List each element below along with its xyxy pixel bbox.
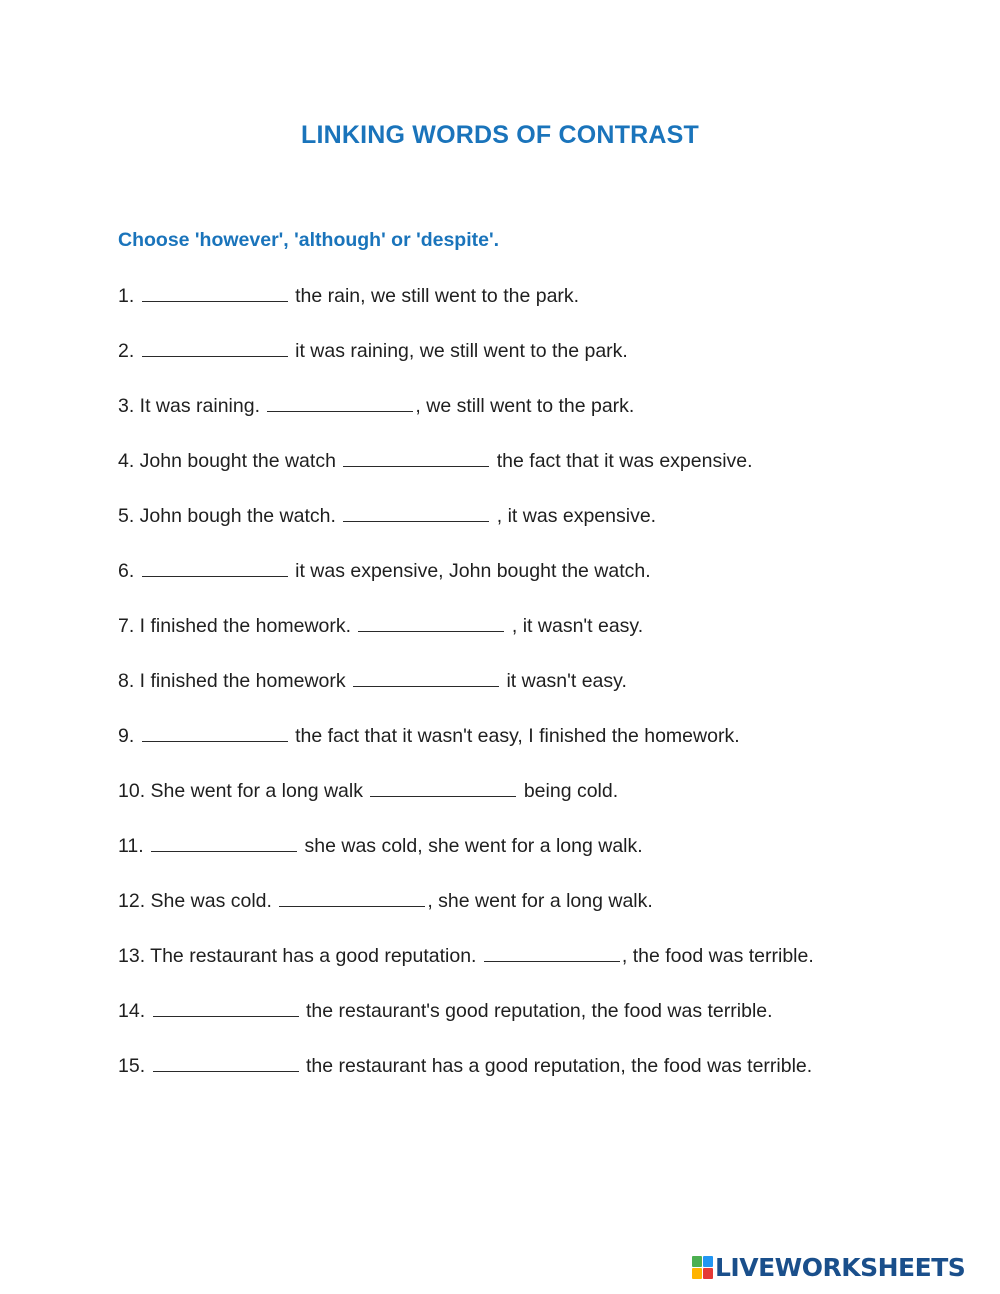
question-2	[118, 338, 938, 393]
answer-blank[interactable]	[267, 393, 413, 412]
worksheet-title: LINKING WORDS OF CONTRAST	[300, 121, 700, 149]
answer-blank[interactable]	[484, 943, 620, 962]
question-5	[118, 503, 938, 558]
question-number: 5.	[118, 505, 135, 527]
liveworksheets-logo-icon	[692, 1256, 712, 1278]
question-11	[118, 833, 938, 888]
answer-blank[interactable]	[343, 448, 489, 467]
answer-blank[interactable]	[153, 1053, 299, 1072]
question-text-after: it wasn't easy.	[501, 670, 627, 692]
question-text-after: she was cold, she went for a long walk.	[299, 835, 643, 857]
question-text-before: John bough the watch.	[134, 505, 342, 527]
question-text-after: , it was expensive.	[491, 505, 657, 527]
answer-blank[interactable]	[358, 613, 504, 632]
answer-blank[interactable]	[142, 283, 288, 302]
question-text-after: the restaurant's good reputation, the food was terrible.	[300, 1000, 773, 1022]
question-8	[118, 668, 938, 723]
question-15	[118, 1053, 938, 1108]
answer-blank[interactable]	[142, 338, 288, 357]
liveworksheets-logo	[692, 1252, 965, 1282]
question-13	[118, 943, 938, 998]
question-number: 1.	[118, 285, 135, 307]
question-text-after: , she went for a long walk.	[427, 890, 653, 912]
question-number: 12.	[118, 890, 146, 912]
question-text-before: The restaurant has a good reputation.	[145, 945, 482, 967]
question-number: 4.	[118, 450, 135, 472]
question-text-before: I finished the homework.	[134, 615, 357, 637]
question-number: 3.	[118, 395, 135, 417]
question-text-after: , we still went to the park.	[415, 395, 635, 417]
question-list	[118, 283, 938, 1108]
brand-name: LIVEWORKSHEETS	[715, 1252, 966, 1282]
question-3	[118, 393, 938, 448]
question-number: 11.	[118, 835, 144, 857]
answer-blank[interactable]	[279, 888, 425, 907]
question-number: 10.	[118, 780, 146, 802]
question-text-after: it was raining, we still went to the park.	[289, 340, 628, 362]
question-6	[118, 558, 938, 613]
answer-blank[interactable]	[142, 723, 288, 742]
question-text-before: She was cold.	[145, 890, 278, 912]
question-12	[118, 888, 938, 943]
question-4	[118, 448, 938, 503]
question-number: 13.	[118, 945, 146, 967]
question-9	[118, 723, 938, 778]
question-text-after: , it wasn't easy.	[506, 615, 644, 637]
question-number: 15.	[118, 1055, 146, 1077]
question-number: 6.	[118, 560, 135, 582]
question-text-after: it was expensive, John bought the watch.	[289, 560, 651, 582]
answer-blank[interactable]	[153, 998, 299, 1017]
question-14	[118, 998, 938, 1053]
answer-blank[interactable]	[343, 503, 489, 522]
answer-blank[interactable]	[142, 558, 288, 577]
answer-blank[interactable]	[370, 778, 516, 797]
question-10	[118, 778, 938, 833]
question-number: 8.	[118, 670, 135, 692]
instruction-text: Choose 'however', 'although' or 'despite'.	[118, 229, 500, 251]
question-text-after: the restaurant has a good reputation, the food was terrible.	[300, 1055, 813, 1077]
question-text-after: the fact that it was expensive.	[491, 450, 753, 472]
question-text-before: It was raining.	[134, 395, 266, 417]
question-text-before: I finished the homework	[134, 670, 352, 692]
question-text-after: , the food was terrible.	[621, 945, 814, 967]
question-number: 7.	[118, 615, 135, 637]
question-text-after: being cold.	[518, 780, 619, 802]
question-number: 2.	[118, 340, 135, 362]
question-text-before: John bought the watch	[134, 450, 342, 472]
question-text-before: She went for a long walk	[145, 780, 369, 802]
question-text-after: the fact that it wasn't easy, I finished the homework.	[289, 725, 740, 747]
question-1	[118, 283, 938, 338]
answer-blank[interactable]	[353, 668, 499, 687]
question-number: 9.	[118, 725, 135, 747]
question-7	[118, 613, 938, 668]
answer-blank[interactable]	[151, 833, 297, 852]
question-number: 14.	[118, 1000, 146, 1022]
question-text-after: the rain, we still went to the park.	[289, 285, 580, 307]
